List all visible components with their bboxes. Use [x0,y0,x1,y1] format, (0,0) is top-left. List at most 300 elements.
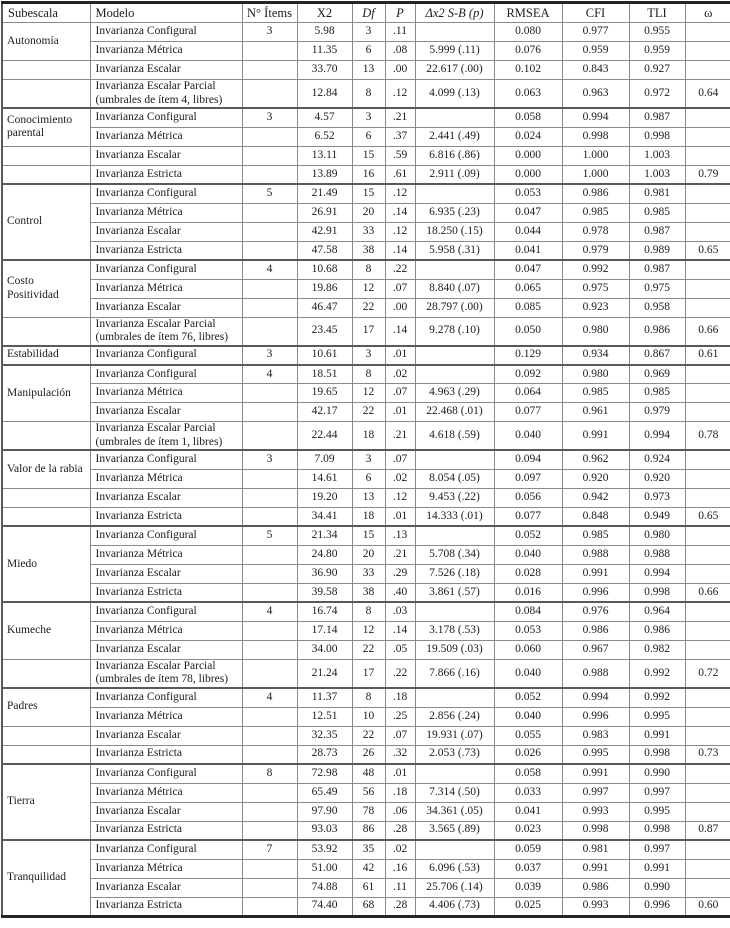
cell-x2: 39.58 [297,583,352,602]
cell-df: 3 [352,346,385,365]
modelo-cell: Invarianza Estricta [90,165,242,184]
cell-p: .07 [385,450,415,469]
cell-df: 8 [352,365,385,384]
cell-p: .61 [385,165,415,184]
cell-rmsea: 0.040 [494,545,562,564]
modelo-cell [90,659,242,688]
cell-x2: 19.86 [297,279,352,298]
cell-rmsea: 0.039 [494,878,562,897]
cell-p: .14 [385,241,415,260]
column-header-sub: Subescala [2,3,90,23]
cell-delta: 8.840 (.07) [415,279,494,298]
cell-x2: 34.41 [297,507,352,526]
column-header-x2: X2 [297,3,352,23]
subescala-cell [2,507,90,526]
cell-rmsea: 0.129 [494,346,562,365]
table-row [2,80,730,109]
cell-rmsea: 0.044 [494,222,562,241]
cell-delta: 18.250 (.15) [415,222,494,241]
modelo-cell: Invarianza Escalar [90,298,242,317]
cell-p: .12 [385,222,415,241]
modelo-cell: Invarianza Configural [90,526,242,545]
cell-items [242,61,297,80]
table-row [2,583,730,602]
cell-items: 4 [242,260,297,279]
cell-delta [415,764,494,783]
cell-rmsea: 0.077 [494,507,562,526]
cell-x2: 6.52 [297,127,352,146]
subescala-cell: Tierra [2,764,90,840]
cell-rmsea: 0.064 [494,384,562,403]
cell-items [242,507,297,526]
cell-x2: 13.89 [297,165,352,184]
cell-delta [415,526,494,545]
modelo-cell [90,80,242,109]
cell-x2: 4.57 [297,108,352,127]
cell-items [242,726,297,745]
table-row [2,469,730,488]
cell-tli: 0.987 [629,222,685,241]
cell-delta: 14.333 (.01) [415,507,494,526]
cell-items [242,640,297,659]
cell-rmsea: 0.056 [494,488,562,507]
modelo-cell: Invarianza Estricta [90,897,242,916]
cell-cfi: 0.998 [562,127,629,146]
cell-rmsea: 0.050 [494,317,562,346]
cell-x2: 18.51 [297,365,352,384]
cell-x2: 11.37 [297,688,352,707]
table-row [2,688,730,707]
cell-items [242,279,297,298]
cell-omega [685,260,730,279]
cell-items [242,488,297,507]
subescala-cell [2,317,90,346]
cell-df: 33 [352,222,385,241]
subescala-cell: Conocimiento parental [2,108,90,146]
modelo-cell: Invarianza Configural [90,23,242,42]
cell-p: .32 [385,745,415,764]
cell-df: 12 [352,621,385,640]
cell-items [242,165,297,184]
cell-df: 26 [352,745,385,764]
cell-df: 68 [352,897,385,916]
cell-p: .59 [385,146,415,165]
cell-cfi: 0.986 [562,621,629,640]
modelo-label: Invarianza Escalar Parcial [95,80,216,92]
cell-delta: 4.618 (.59) [415,422,494,451]
invariance-fit-table [1,1,730,918]
cell-df: 22 [352,640,385,659]
modelo-cell: Invarianza Métrica [90,42,242,61]
modelo-cell: Invarianza Configural [90,108,242,127]
cell-cfi: 0.963 [562,80,629,109]
cell-delta [415,365,494,384]
cell-cfi: 0.923 [562,298,629,317]
cell-x2: 26.91 [297,203,352,222]
cell-rmsea: 0.059 [494,840,562,859]
table-row [2,764,730,783]
modelo-label: Invarianza Escalar Parcial [95,317,216,330]
cell-cfi: 0.959 [562,42,629,61]
cell-p: .06 [385,802,415,821]
cell-delta: 3.565 (.89) [415,821,494,840]
cell-items [242,783,297,802]
cell-x2: 46.47 [297,298,352,317]
cell-tli: 0.975 [629,279,685,298]
modelo-cell: Invarianza Configural [90,688,242,707]
cell-tli: 0.920 [629,469,685,488]
cell-items: 8 [242,764,297,783]
subescala-cell: Tranquilidad [2,840,90,916]
modelo-cell: Invarianza Métrica [90,783,242,802]
cell-omega [685,127,730,146]
cell-tli: 0.964 [629,602,685,621]
cell-delta [415,688,494,707]
cell-tli: 0.998 [629,745,685,764]
subescala-cell: Costo Positividad [2,260,90,317]
cell-rmsea: 0.052 [494,688,562,707]
modelo-cell: Invarianza Métrica [90,545,242,564]
cell-tli: 0.994 [629,422,685,451]
cell-df: 38 [352,241,385,260]
table-row [2,422,730,451]
table-row [2,298,730,317]
cell-p: .12 [385,80,415,109]
cell-x2: 23.45 [297,317,352,346]
cell-omega [685,488,730,507]
cell-cfi: 0.942 [562,488,629,507]
table-row [2,859,730,878]
cell-tli: 0.980 [629,526,685,545]
header-row [2,3,730,23]
cell-tli: 0.985 [629,203,685,222]
cell-items [242,802,297,821]
cell-delta: 2.911 (.09) [415,165,494,184]
cell-x2: 13.11 [297,146,352,165]
cell-cfi: 0.992 [562,260,629,279]
cell-df: 33 [352,564,385,583]
subescala-cell: Padres [2,688,90,726]
cell-p: .11 [385,878,415,897]
cell-omega [685,545,730,564]
cell-p: .01 [385,346,415,365]
column-header-p: P [385,3,415,23]
table-row [2,564,730,583]
cell-omega: 0.87 [685,821,730,840]
cell-cfi: 0.998 [562,821,629,840]
cell-items: 5 [242,526,297,545]
cell-delta: 4.406 (.73) [415,897,494,916]
cell-rmsea: 0.063 [494,80,562,109]
cell-omega [685,878,730,897]
cell-cfi: 0.848 [562,507,629,526]
cell-cfi: 0.985 [562,384,629,403]
cell-cfi: 0.986 [562,878,629,897]
modelo-cell [90,422,242,451]
cell-cfi: 0.985 [562,203,629,222]
cell-p: .01 [385,764,415,783]
cell-delta: 7.526 (.18) [415,564,494,583]
cell-p: .01 [385,507,415,526]
cell-items: 3 [242,23,297,42]
table-row [2,821,730,840]
modelo-cell: Invarianza Métrica [90,859,242,878]
cell-tli: 0.990 [629,764,685,783]
subescala-cell: Autonomía [2,23,90,61]
cell-tli: 0.958 [629,298,685,317]
modelo-cell: Invarianza Métrica [90,279,242,298]
cell-omega [685,279,730,298]
cell-items [242,469,297,488]
modelo-note: (umbrales de ítem 78, libres) [95,673,229,686]
cell-x2: 5.98 [297,23,352,42]
cell-delta: 6.816 (.86) [415,146,494,165]
table-row [2,602,730,621]
cell-items [242,298,297,317]
cell-tli: 0.989 [629,241,685,260]
cell-cfi: 0.997 [562,783,629,802]
cell-delta [415,840,494,859]
cell-x2: 36.90 [297,564,352,583]
cell-tli: 0.988 [629,545,685,564]
cell-df: 6 [352,469,385,488]
cell-omega: 0.64 [685,80,730,109]
cell-delta: 22.468 (.01) [415,403,494,422]
cell-p: .07 [385,279,415,298]
cell-cfi: 0.983 [562,726,629,745]
cell-omega [685,42,730,61]
cell-delta [415,184,494,203]
table-row [2,165,730,184]
modelo-cell: Invarianza Métrica [90,621,242,640]
modelo-cell: Invarianza Configural [90,365,242,384]
cell-tli: 0.994 [629,564,685,583]
table-row [2,545,730,564]
cell-x2: 21.34 [297,526,352,545]
cell-rmsea: 0.024 [494,127,562,146]
subescala-cell: Valor de la rabia [2,450,90,488]
cell-items [242,583,297,602]
cell-tli: 0.955 [629,23,685,42]
cell-rmsea: 0.037 [494,859,562,878]
cell-df: 12 [352,384,385,403]
cell-p: .12 [385,184,415,203]
cell-tli: 0.985 [629,384,685,403]
cell-omega [685,222,730,241]
subescala-cell: Miedo [2,526,90,602]
cell-cfi: 0.980 [562,365,629,384]
cell-tli: 0.924 [629,450,685,469]
cell-delta: 3.178 (.53) [415,621,494,640]
cell-tli: 0.987 [629,260,685,279]
cell-p: .29 [385,564,415,583]
cell-tli: 0.927 [629,61,685,80]
modelo-cell: Invarianza Estricta [90,745,242,764]
cell-rmsea: 0.102 [494,61,562,80]
cell-p: .03 [385,602,415,621]
cell-items: 3 [242,450,297,469]
cell-tli: 0.982 [629,640,685,659]
subescala-cell [2,659,90,688]
table-row [2,42,730,61]
cell-p: .40 [385,583,415,602]
cell-delta: 25.706 (.14) [415,878,494,897]
cell-p: .02 [385,840,415,859]
cell-rmsea: 0.084 [494,602,562,621]
cell-items: 3 [242,108,297,127]
table-row [2,222,730,241]
subescala-cell [2,146,90,165]
cell-cfi: 0.979 [562,241,629,260]
cell-omega [685,621,730,640]
cell-rmsea: 0.052 [494,526,562,545]
cell-p: .16 [385,859,415,878]
cell-x2: 22.44 [297,422,352,451]
cell-p: .22 [385,659,415,688]
cell-items [242,621,297,640]
cell-omega: 0.60 [685,897,730,916]
cell-rmsea: 0.000 [494,165,562,184]
modelo-cell: Invarianza Configural [90,184,242,203]
cell-df: 42 [352,859,385,878]
cell-p: .18 [385,783,415,802]
cell-p: .08 [385,42,415,61]
table-row [2,840,730,859]
modelo-cell: Invarianza Configural [90,260,242,279]
cell-p: .02 [385,469,415,488]
cell-items [242,878,297,897]
cell-items [242,659,297,688]
cell-items: 4 [242,602,297,621]
cell-omega [685,802,730,821]
cell-p: .21 [385,545,415,564]
table-row [2,108,730,127]
table-row [2,203,730,222]
table-row [2,384,730,403]
cell-x2: 53.92 [297,840,352,859]
cell-rmsea: 0.016 [494,583,562,602]
cell-df: 8 [352,80,385,109]
cell-rmsea: 0.041 [494,241,562,260]
cell-p: .25 [385,707,415,726]
table-row [2,260,730,279]
cell-rmsea: 0.085 [494,298,562,317]
cell-rmsea: 0.040 [494,659,562,688]
cell-omega: 0.72 [685,659,730,688]
modelo-cell: Invarianza Escalar [90,802,242,821]
cell-omega [685,203,730,222]
cell-tli: 0.959 [629,42,685,61]
table-row [2,184,730,203]
cell-rmsea: 0.040 [494,707,562,726]
cell-delta: 7.866 (.16) [415,659,494,688]
cell-tli: 0.867 [629,346,685,365]
cell-cfi: 0.988 [562,545,629,564]
cell-cfi: 0.962 [562,450,629,469]
cell-omega [685,384,730,403]
cell-df: 38 [352,583,385,602]
cell-omega [685,61,730,80]
cell-cfi: 0.985 [562,526,629,545]
table-row [2,241,730,260]
cell-delta: 6.096 (.53) [415,859,494,878]
cell-df: 61 [352,878,385,897]
cell-df: 13 [352,61,385,80]
cell-x2: 7.09 [297,450,352,469]
table-row [2,127,730,146]
cell-cfi: 0.980 [562,317,629,346]
cell-tli: 0.992 [629,688,685,707]
cell-omega: 0.65 [685,507,730,526]
cell-x2: 42.17 [297,403,352,422]
cell-x2: 14.61 [297,469,352,488]
subescala-cell [2,80,90,109]
cell-x2: 12.84 [297,80,352,109]
cell-items [242,80,297,109]
modelo-cell: Invarianza Configural [90,764,242,783]
column-header-rmsea: RMSEA [494,3,562,23]
cell-cfi: 0.994 [562,688,629,707]
cell-x2: 97.90 [297,802,352,821]
cell-delta: 5.708 (.34) [415,545,494,564]
cell-df: 8 [352,260,385,279]
subescala-cell: Kumeche [2,602,90,659]
cell-delta [415,108,494,127]
cell-tli: 0.949 [629,507,685,526]
cell-items [242,384,297,403]
subescala-cell [2,745,90,764]
cell-rmsea: 0.053 [494,184,562,203]
cell-x2: 72.98 [297,764,352,783]
cell-rmsea: 0.033 [494,783,562,802]
cell-x2: 12.51 [297,707,352,726]
cell-p: .05 [385,640,415,659]
cell-rmsea: 0.077 [494,403,562,422]
cell-delta [415,23,494,42]
cell-df: 3 [352,23,385,42]
cell-tli: 0.969 [629,365,685,384]
cell-p: .22 [385,260,415,279]
modelo-cell: Invarianza Escalar [90,61,242,80]
cell-df: 35 [352,840,385,859]
cell-p: .13 [385,526,415,545]
cell-x2: 74.40 [297,897,352,916]
cell-items: 7 [242,840,297,859]
modelo-cell: Invarianza Métrica [90,384,242,403]
cell-p: .02 [385,365,415,384]
cell-rmsea: 0.094 [494,450,562,469]
table-row [2,640,730,659]
modelo-cell: Invarianza Métrica [90,707,242,726]
cell-delta: 9.453 (.22) [415,488,494,507]
modelo-cell: Invarianza Escalar [90,146,242,165]
cell-x2: 33.70 [297,61,352,80]
modelo-cell: Invarianza Estricta [90,507,242,526]
cell-delta: 7.314 (.50) [415,783,494,802]
modelo-cell: Invarianza Configural [90,346,242,365]
cell-df: 17 [352,317,385,346]
cell-df: 12 [352,279,385,298]
cell-df: 3 [352,108,385,127]
column-header-tli: TLI [629,3,685,23]
cell-p: .07 [385,384,415,403]
cell-items [242,42,297,61]
cell-x2: 47.58 [297,241,352,260]
subescala-cell: Manipulación [2,365,90,422]
cell-items [242,564,297,583]
cell-tli: 0.992 [629,659,685,688]
cell-items [242,403,297,422]
